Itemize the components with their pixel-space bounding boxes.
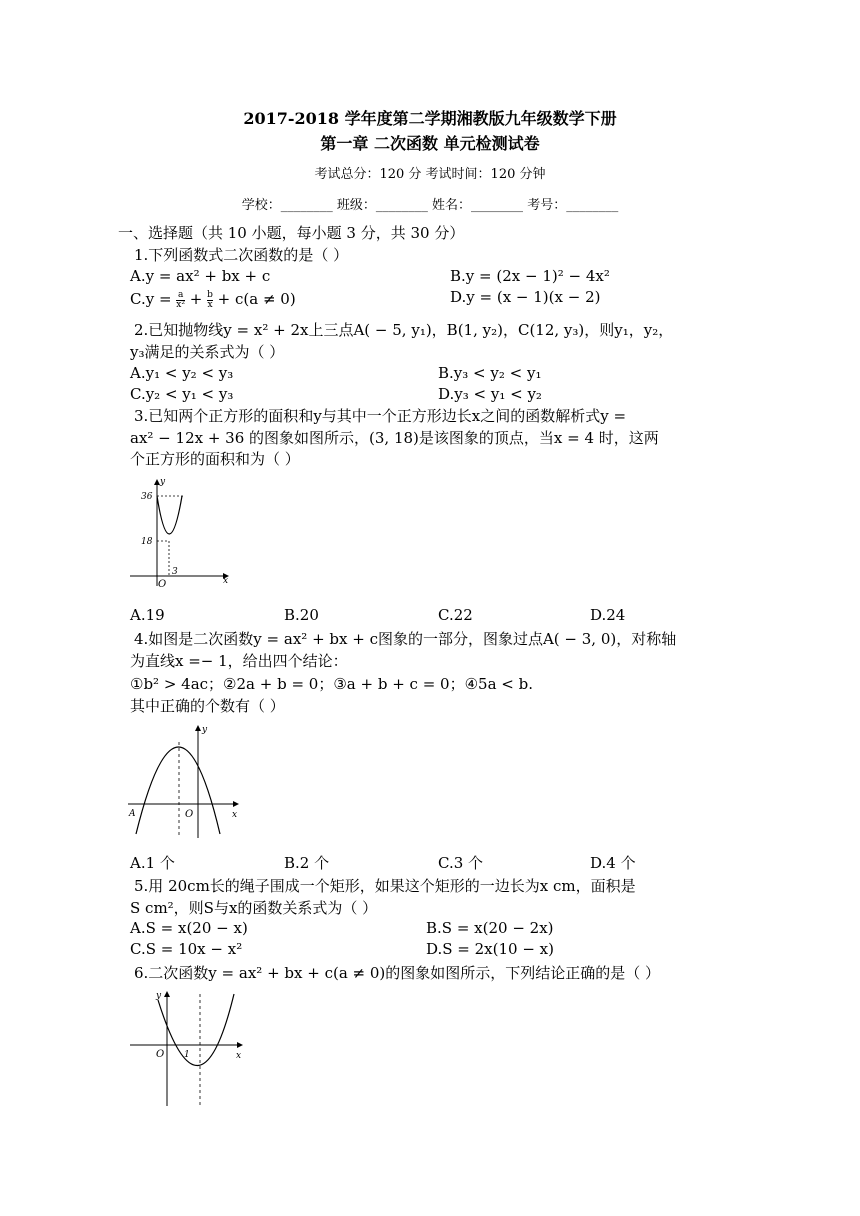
q6-parabola-figure bbox=[126, 986, 250, 1110]
exam-info: 考试总分：120 分 考试时间：120 分钟 bbox=[314, 167, 546, 182]
q6-stem: 6.二次函数y = ax² + bx + c(a ≠ 0)的图象如图所示，下列结论正确的是（ ） bbox=[134, 964, 661, 982]
q6-origin-label: O bbox=[156, 1049, 165, 1060]
student-fields: 学校：________ 班级：________ 姓名：________ 考号：________ bbox=[241, 198, 619, 213]
q5-option-b: B.S = x(20 − 2x) bbox=[426, 919, 554, 937]
q2-option-c: C.y₂ < y₁ < y₃ bbox=[130, 385, 234, 403]
q4-stem-line4: 其中正确的个数有（ ） bbox=[130, 697, 285, 715]
q4-origin-label: O bbox=[185, 809, 194, 820]
q3-option-a: A.19 bbox=[130, 606, 165, 624]
q6-tick-1: 1 bbox=[184, 1050, 190, 1060]
q3-stem-line3: 个正方形的面积和为（ ） bbox=[130, 450, 300, 468]
q1-option-d: D.y = (x − 1)(x − 2) bbox=[450, 288, 601, 306]
q1-stem: 1.下列函数式二次函数的是（ ） bbox=[134, 246, 349, 264]
q6-x-label: x bbox=[236, 1051, 242, 1061]
q4-point-a-label: A bbox=[129, 809, 136, 819]
q4-option-d: D.4 个 bbox=[590, 854, 636, 872]
q3-tick-36: 36 bbox=[141, 492, 153, 502]
q6-parabola-curve bbox=[158, 994, 234, 1066]
q5-stem-line1: 5.用 20cm长的绳子围成一个矩形，如果这个矩形的一边长为x cm，面积是 bbox=[134, 877, 636, 895]
q4-stem-line1: 4.如图是二次函数y = ax² + bx + c图象的一部分，图象过点A( − 3, 0)，对称轴 bbox=[134, 630, 677, 648]
q4-y-label: y bbox=[202, 725, 208, 735]
q3-option-b: B.20 bbox=[284, 606, 319, 624]
q3-tick-3: 3 bbox=[172, 567, 178, 577]
q1-option-b: B.y = (2x − 1)² − 4x² bbox=[450, 267, 610, 285]
q4-option-c: C.3 个 bbox=[438, 854, 484, 872]
q3-option-c: C.22 bbox=[438, 606, 473, 624]
q4-option-a: A.1 个 bbox=[130, 854, 175, 872]
q4-x-label: x bbox=[232, 810, 238, 820]
q2-option-d: D.y₃ < y₁ < y₂ bbox=[438, 385, 542, 403]
q2-option-a: A.y₁ < y₂ < y₃ bbox=[130, 364, 234, 382]
q2-option-b: B.y₃ < y₂ < y₁ bbox=[438, 364, 542, 382]
q5-option-a: A.S = x(20 − x) bbox=[130, 919, 248, 937]
q3-y-label: y bbox=[160, 477, 166, 487]
q3-stem-line1: 3.已知两个正方形的面积和y与其中一个正方形边长x之间的函数解析式y = bbox=[134, 407, 627, 425]
q1-option-a: A.y = ax² + bx + c bbox=[130, 267, 271, 285]
q3-parabola-figure bbox=[122, 474, 232, 592]
q1-option-c: C.y = $\frac{a}{\text{x²}}$ + $\frac{b}{x}$ + c(a ≠ 0) bbox=[130, 289, 296, 310]
q3-x-label: x bbox=[223, 576, 229, 586]
doc-title: 2017-2018 学年度第二学期湘教版九年级数学下册 bbox=[243, 109, 617, 128]
q4-stem-line2: 为直线x =− 1，给出四个结论： bbox=[130, 652, 348, 670]
q4-parabola-figure bbox=[124, 720, 246, 842]
q3-stem-line2: ax² − 12x + 36 的图象如图所示，(3, 18)是该图象的顶点，当x = 4 时，这两 bbox=[130, 429, 659, 447]
q3-origin-label: O bbox=[158, 579, 167, 590]
q3-option-d: D.24 bbox=[590, 606, 626, 624]
q4-stem-line3: ①b² > 4ac；②2a + b = 0；③a + b + c = 0；④5a < b. bbox=[130, 675, 534, 693]
doc-subtitle: 第一章 二次函数 单元检测试卷 bbox=[320, 134, 540, 153]
q5-option-d: D.S = 2x(10 − x) bbox=[426, 940, 554, 958]
q6-y-label: y bbox=[156, 991, 162, 1001]
q2-stem-line1: 2.已知抛物线y = x² + 2x上三点A( − 5, y₁)，B(1, y₂)，C(12, y₃)，则y₁，y₂， bbox=[134, 321, 674, 339]
q2-stem-line2: y₃满足的关系式为（ ） bbox=[130, 343, 285, 361]
q4-parabola-curve bbox=[136, 747, 220, 834]
q4-option-b: B.2 个 bbox=[284, 854, 330, 872]
q5-option-c: C.S = 10x − x² bbox=[130, 940, 243, 958]
q5-stem-line2: S cm²，则S与x的函数关系式为（ ） bbox=[130, 899, 378, 917]
section-heading: 一、选择题（共 10 小题，每小题 3 分，共 30 分） bbox=[118, 224, 465, 242]
q3-parabola-curve bbox=[157, 496, 182, 534]
q3-tick-18: 18 bbox=[141, 537, 153, 547]
